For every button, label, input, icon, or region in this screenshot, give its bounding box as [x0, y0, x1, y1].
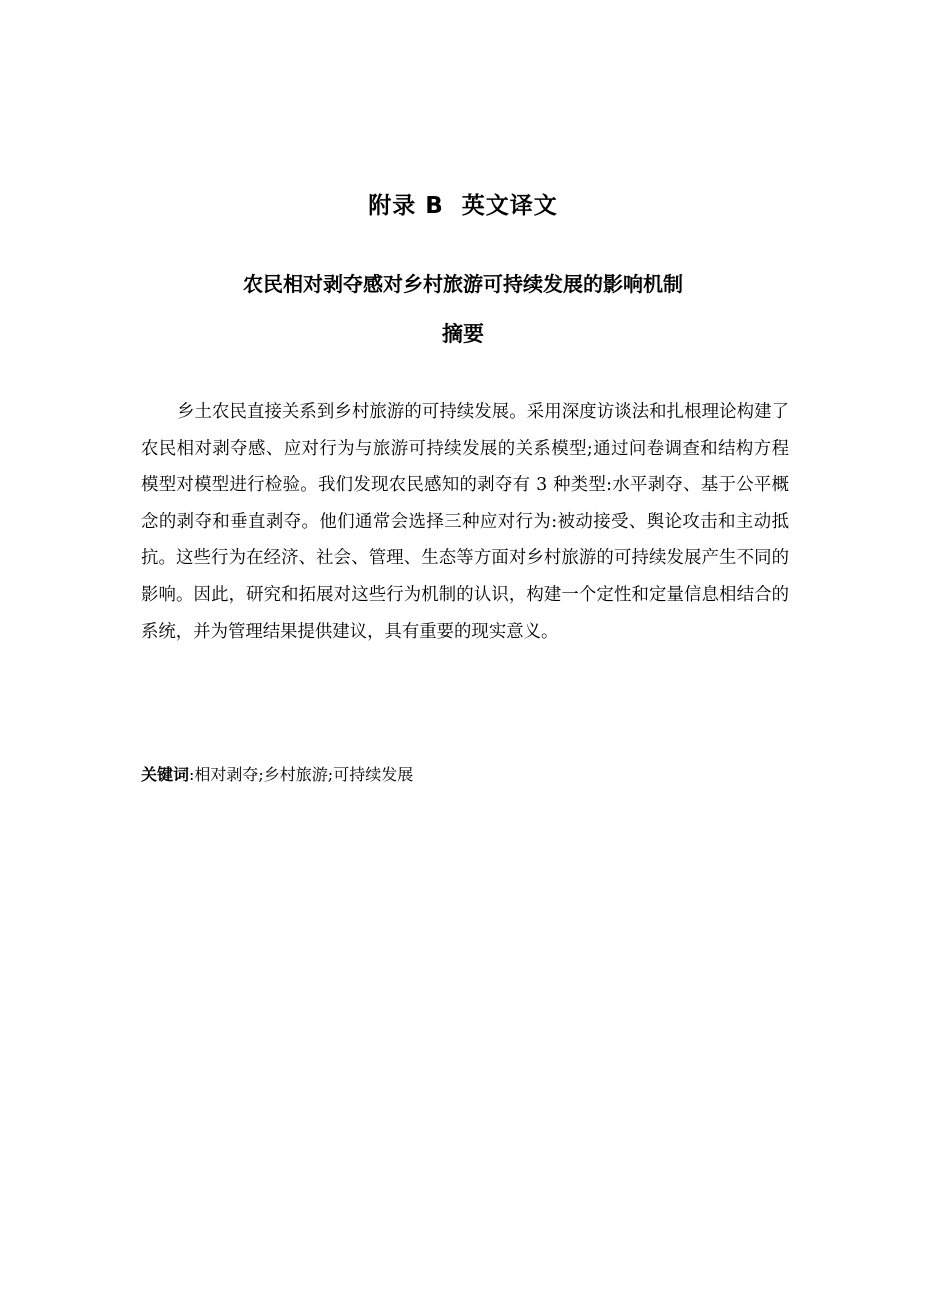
paper-title: 农民相对剥夺感对乡村旅游可持续发展的影响机制	[243, 272, 683, 296]
keywords-separator: :	[189, 765, 195, 784]
appendix-title: 附录 B 英文译文	[368, 193, 558, 219]
keywords-label: 关键词	[141, 765, 190, 784]
keywords-text: 相对剥夺;乡村旅游;可持续发展	[194, 765, 414, 784]
abstract-body: 乡土农民直接关系到乡村旅游的可持续发展。采用深度访谈法和扎根理论构建了农民相对剥夺感、应对行为与旅游可持续发展的关系模型;通过问卷调查和结构方程模型对模型进行检验。我们发现农民感知的剥夺有 3 种类型:水平剥夺、基于公平概念的剥夺和垂直剥夺。他们通常会选择三种应对行为:被动接受、舆论攻击和主动抵抗。这些行为在经济、社会、管理、生态等方面对乡村旅游的可持续发展产生不同的影响。因此，研究和拓展对这些行为机制的认识，构建一个定性和定量信息相结合的系统，并为管理结果提供建议，具有重要的现实意义。	[141, 402, 789, 642]
abstract-heading: 摘要	[442, 322, 484, 346]
keywords-line	[141, 760, 789, 790]
